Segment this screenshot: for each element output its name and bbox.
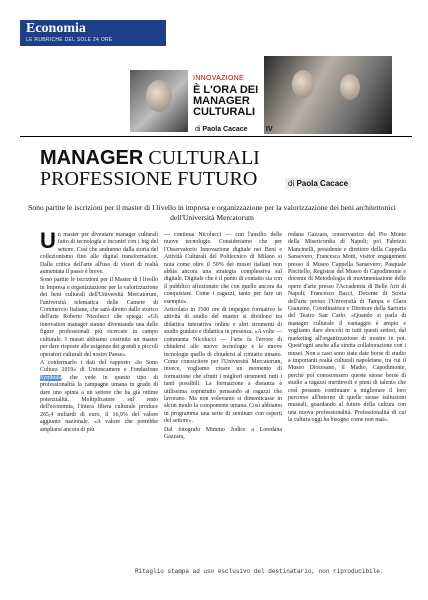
footer-note: Ritaglio stampa ad uso esclusivo del destinatario, non riproducibile.: [135, 568, 384, 575]
teaser-byline: [195, 126, 248, 133]
col1-paragraph-3: [40, 360, 158, 434]
col2-paragraph-2: Articolato in 1500 ore di impegno formativo le attività di studio del master si dividono tra didattica interattiva online e altri strumenti di studio guidato e didattica in presenza. «A volte — commenta Nicolucci — l'arte fa l'errore di chiudersi alle nuove tecnologie e le nuove tecnologie quello di chiudersi al contatto umano. Come conoscitore per l'Università Mercatorum, invece, vogliamo creare un momento di formazione che sfrutti i migliori strumenti tutti i tanti possibili. La formazione a distanza è utilissima soprattutto pensando ai ragazzi che lavorano. Ma non volevamo si dimenticasse in alcun modo la componente umana. Così abbiamo in programma una serie di seminari con esperti del settore».: [164, 307, 282, 425]
col1-paragraph-2: Sono partite le iscrizioni per il Master di I livello in Impresa e organizzazione per la valorizzazione dei beni culturali dell'Università Mercatorum, l'università telematica delle Camere di Commercio Italiane, che sarà diretto dallo storico dell'arte Roberto Nicolucci che spiega: «Gli innovation manager stanno diventando una delle figure professionali più ricercate in campo culturale. I musei abbiamo costruito un master per dare risposte alle esigenze dei grandi e piccoli operatori culturali del nostro Paese».: [40, 277, 158, 358]
portrait-photo: [130, 70, 188, 132]
teaser-title: È L'ORA DEI MANAGER CULTURALI: [193, 84, 259, 118]
masthead: [20, 20, 166, 46]
page-number: IV: [266, 126, 273, 133]
headline-rest: CULTURALI: [148, 147, 260, 169]
col1-p3-text-b: , che vede in questo tipo di professionalità la campagne umana in grado di dare uno spinta a un settore che ha già ottime potenzialità. Moltiplicatore sul resto dell'economia, l'intera filiera culturale produce 265,4 miliardi di euro, il 16,9% del valore aggiunto nazionale. «A valore che potrebbe ampliarsi ancora di più: [40, 374, 158, 433]
headline-bold: MANAGER: [40, 147, 144, 169]
masthead-title: Economia: [26, 21, 86, 36]
teaser-byline-author: Paola Cacace: [202, 126, 248, 133]
dropcap: U: [40, 228, 56, 253]
col2-paragraph-1: — continua Nicolucci — con l'ausilio delle nuove tecnologie. Consideriamo che per l'Osservatorio Innovazione digitale nei Beni e Attività Culturali del Politecnico di Milano si nota come oltre il 50% dei musei italiani non abbia ancora una strategia complessiva sul digitale. Digitale che è il punto di contatto sia con il pubblico affezionato che con quello ancora da conquistare. Come i ragazzi, tanto per fare un esempio».: [164, 232, 282, 305]
headline-line2: PROFESSIONE FUTURO: [40, 168, 258, 190]
col2-paragraph-3: Dal fotografo Mimmo Jodice a Loredana Gazzara,: [164, 426, 282, 440]
article-byline-prefix: di: [288, 179, 295, 188]
teaser-tag: INNOVAZIONE: [193, 75, 245, 82]
highlighted-term: Symbola: [40, 374, 61, 381]
headline: [40, 148, 300, 190]
article-column-1: [40, 228, 158, 435]
divider: [20, 136, 412, 137]
article-byline: [285, 178, 351, 189]
col1-p3-text-a: A confermarlo i dati del rapporto «Io Sono Cultura 2019» di Unioncamere e Fondazione: [40, 359, 158, 374]
masthead-subtitle: LE RUBRICHE DEL SOLE 24 ORE: [26, 37, 113, 43]
article-column-2: [164, 232, 282, 442]
article-subtitle: Sono partite le iscrizioni per il master di I livello in impresa e organizzazione per la valorizzazione dei beni architettonici dell'Università Mercatorum: [28, 203, 396, 222]
article-byline-author: Paola Cacace: [296, 179, 349, 188]
col3-paragraph-1: redana Gazzara, conservatrice del Pio Monte della Misericordia di Napoli; poi Fabrizio Mancinelli, presidente e direttore della Cappella Sansevero, Francesca Motti, visitor engagement presso il Museo Cappella Sansevero; Pasquale Piscitello, Registrar del Museo di Capodimonte e docente di Metodologia di movimentazione delle opere d'arte presso l'Accademia di Belle Arti di Napoli; Francesco Bacci, Docente di Storia dell'arte presso l'Università di Tampa e Clara Gianzino, Coordinatrice e Direttore della Sartoria del Teatro San Carlo. «Quando si parla di manager culturale il vantaggio è ampio e vogliamo dare sbocchi in tutti questi settori, dal marketing all'organizzazione di mostre in poi. Quest'ogni anche alla stretta collaborazione con i musei. Non a caso sono state date borse di studio a importanti realtà culturali napoletane, tra cui il Museo Diocesano, il Madre, Capodimonte, perché poi conoscessero queste stesse borse di studio a ragazzi meritevoli e pieni di talento che così possano continuare a migliorare il loro percorso all'interno di quelle stesse istituzioni museali, guardando al futuro della cultura con una nuova professionalità. Professionalità di cui la cultura oggi ha bisogno come non mai».: [288, 232, 406, 424]
group-photo: [264, 56, 392, 134]
article-column-3: [288, 232, 406, 426]
teaser-byline-prefix: di: [195, 126, 201, 133]
col1-paragraph-1: n master per diventare manager culturali fatto di tecnologia e incontri con i big del settore. Così che andranno dalla storia del collezionismo fino alle digital transformation. Dalla critica dell'arte all'uso di visori di realtà aumentata il passo è breve.: [40, 232, 158, 276]
